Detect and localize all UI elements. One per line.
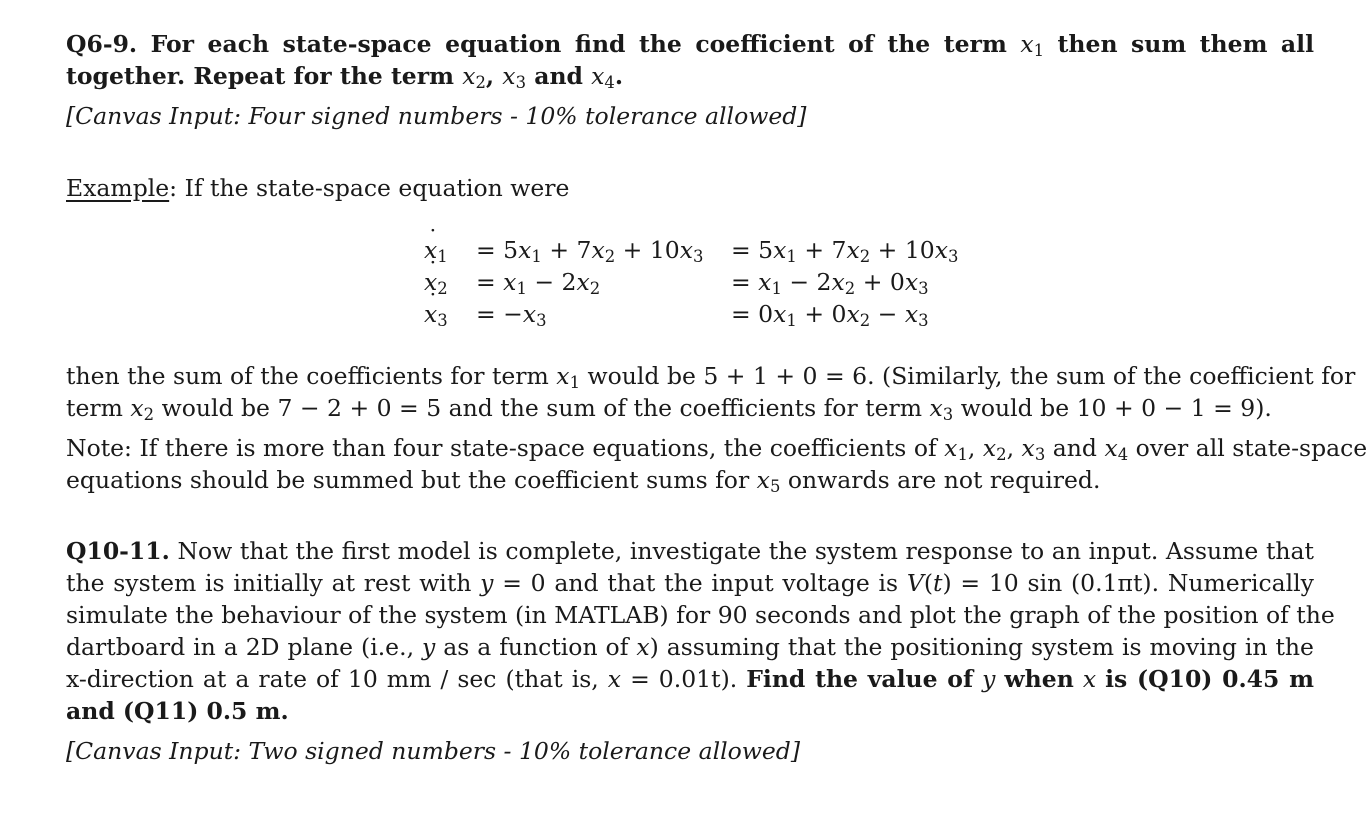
note-line-2: equations should be summed but the coefficient sums for $x_5$ onwards are not required. [66, 466, 1101, 497]
q6-9-canvas-input-note: [Canvas Input: Four signed numbers - 10% tolerance allowed] [66, 102, 807, 130]
note-line-1: Note: If there is more than four state-space equations, the coefficients of $x_1$, $x_2$, $x_3$ and $x_4$ over all state-space [66, 434, 1368, 465]
q10-11-line-2: the system is initially at rest with y = 0 and that the input voltage is V(t) = 10 sin (0.1πt). Numerically [66, 569, 1314, 597]
q10-11-line-4: dartboard in a 2D plane (i.e., y as a function of x) assuming that the positioning system is moving in the [66, 633, 1314, 661]
eq-2-right: = $x_1 - 2x_2 + 0x_3$ [731, 268, 929, 299]
q10-11-line-6: and (Q11) 0.5 m. [66, 697, 289, 725]
q6-9-label: Q6-9. [66, 30, 138, 58]
eq-2-middle: = $x_1 - 2x_2$ [476, 268, 601, 299]
eq-lhs-1: ˙ $x_1$ [424, 234, 448, 266]
eq-lhs-3: ˙ $x_3$ [424, 298, 448, 330]
sum-x3-expression: 10 + 0 − 1 = 9 [1076, 394, 1256, 422]
eq-1-right: = $5x_1 + 7x_2 + 10x_3$ [731, 236, 959, 267]
eq-1-middle: = $5x_1 + 7x_2 + 10x_3$ [476, 236, 704, 267]
q6-9-line-2: together. Repeat for the term $x_2$, $x_3$ and $x_4$. [66, 62, 624, 93]
q10-11-line-5: x-direction at a rate of 10 mm / sec (that is, x = 0.01t). Find the value of y when x is (Q10) 0.45 m [66, 665, 1314, 693]
sum-line-1: then the sum of the coefficients for term $x_1$ would be 5 + 1 + 0 = 6. (Similarly, the sum of the coefficient for [66, 362, 1356, 393]
q10-11-label: Q10-11. [66, 537, 170, 565]
eq-3-right: = $0x_1 + 0x_2 - x_3$ [731, 300, 929, 331]
eq-3-middle: = $-x_3$ [476, 300, 547, 331]
q10-11-line-3: simulate the behaviour of the system (in MATLAB) for 90 seconds and plot the graph of the position of the [66, 601, 1335, 629]
q10-11-canvas-input-note: [Canvas Input: Two signed numbers - 10% tolerance allowed] [66, 737, 801, 765]
example-intro: Example: If the state-space equation were [66, 174, 570, 202]
eq-lhs-2: ˙ $x_2$ [424, 266, 448, 298]
sum-line-2: term $x_2$ would be 7 − 2 + 0 = 5 and the sum of the coefficients for term $x_3$ would be 10 + 0 − 1 = 9). [66, 394, 1272, 425]
sum-x2-expression: 7 − 2 + 0 = 5 [277, 394, 442, 422]
sum-x1-expression: 5 + 1 + 0 = 6 [703, 362, 868, 390]
q10-11-line-1: Q10-11. Now that the first model is complete, investigate the system response to an input. Assume that [66, 537, 1314, 565]
example-label: Example [66, 174, 170, 202]
q6-9-line-1: Q6-9. For each state-space equation find the coefficient of the term $x_1$ then sum them all [66, 30, 1315, 61]
